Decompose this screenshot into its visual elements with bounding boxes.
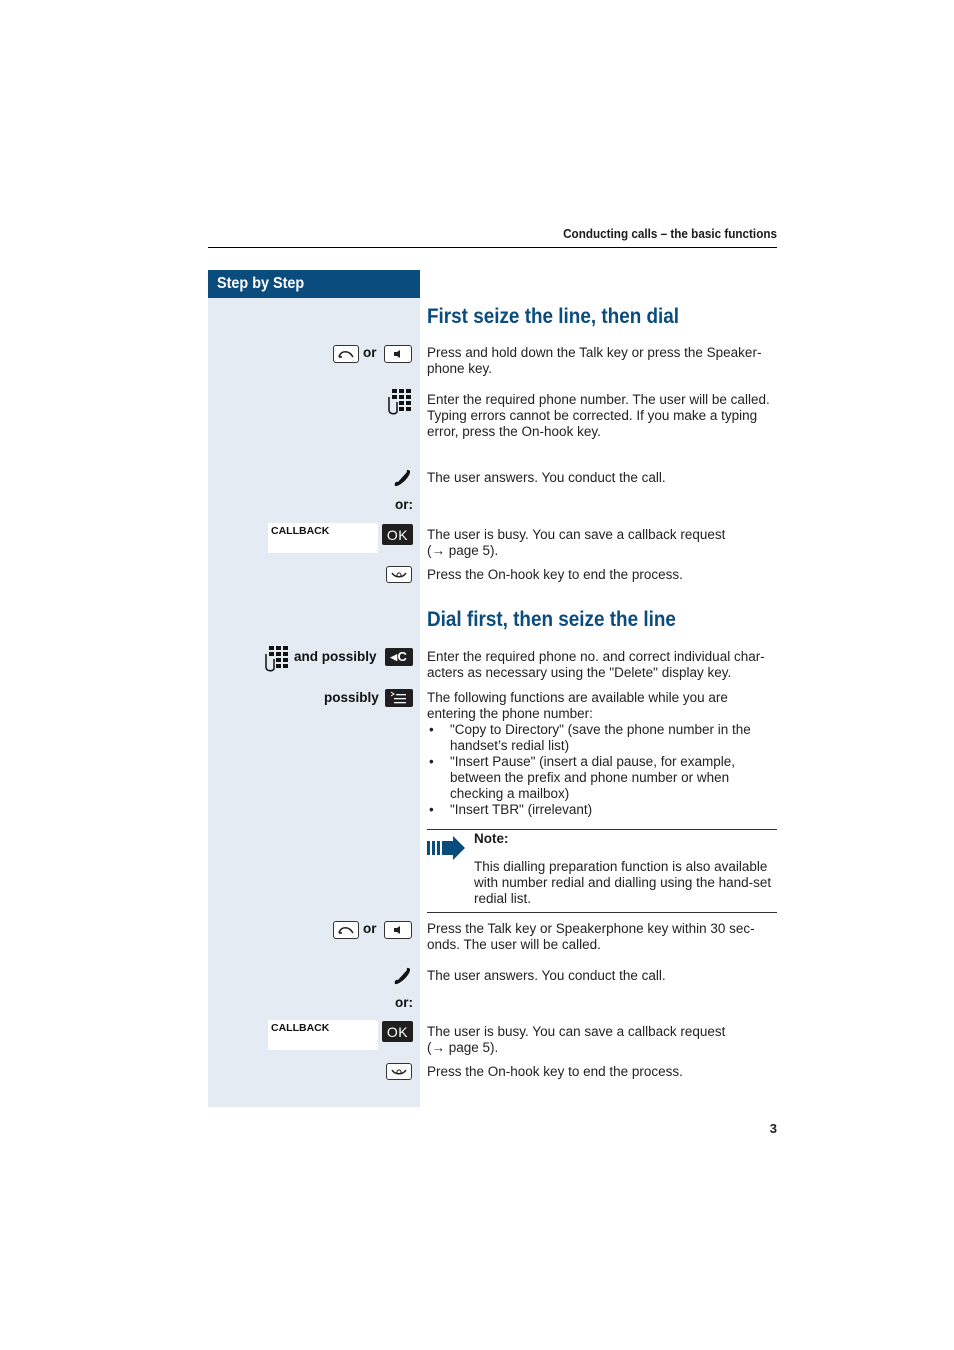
callback-label: CALLBACK: [271, 1022, 330, 1034]
keypad-icon: [263, 645, 289, 673]
handset-icon: [392, 468, 412, 488]
list-item: • "Copy to Directory" (save the phone number in the handset’s redial list): [427, 722, 777, 754]
functions-intro: The following functions are available while you are entering the phone number:: [427, 690, 728, 721]
busy-callback-text: The user is busy. You can save a callback request (→ page 5).: [427, 1024, 726, 1055]
or-label: or: [363, 921, 377, 936]
on-hook-instruction: Press the On-hook key to end the process.: [427, 567, 683, 582]
on-hook-key-icon: [386, 1063, 412, 1080]
or-separator: or:: [395, 497, 413, 512]
note-text: This dialling preparation function is also available with number redial and dialling using the hand-set redial list.: [474, 859, 772, 906]
and-possibly-label: and possibly: [294, 649, 377, 664]
on-hook-key-icon: [386, 566, 412, 583]
or-label: or: [363, 345, 377, 360]
speakerphone-key-icon: [384, 345, 412, 363]
possibly-label: possibly: [324, 690, 379, 705]
user-answers-text: The user answers. You conduct the call.: [427, 968, 666, 983]
ok-key: OK: [382, 524, 413, 545]
talk-key-instruction: Press and hold down the Talk key or press the Speaker-phone key.: [427, 345, 762, 376]
enter-correct-instruction: Enter the required phone no. and correct individual char-acters as necessary using the "Delete" display key.: [427, 649, 765, 680]
delete-key-icon: ◂C: [385, 648, 413, 666]
note-top-rule: [427, 829, 777, 830]
callback-display: [268, 1020, 378, 1050]
callback-display: [268, 523, 378, 553]
ok-key: OK: [382, 1021, 413, 1042]
note-title: Note:: [474, 831, 509, 846]
section-heading-dial-then-seize: Dial first, then seize the line: [427, 608, 676, 631]
handset-icon: [392, 966, 412, 986]
header-rule: [208, 247, 777, 248]
talk-within-30s-instruction: Press the Talk key or Speakerphone key within 30 sec-onds. The user will be called.: [427, 921, 755, 952]
step-by-step-banner: [208, 270, 420, 298]
note-arrow-icon: [427, 836, 465, 860]
busy-callback-text: The user is busy. You can save a callback request (→ page 5).: [427, 527, 726, 558]
user-answers-text: The user answers. You conduct the call.: [427, 470, 666, 485]
keypad-icon: [386, 388, 412, 416]
note-bottom-rule: [427, 912, 777, 913]
talk-key-icon: [333, 921, 359, 939]
enter-number-instruction: Enter the required phone number. The user will be called. Typing errors cannot be corrected. If you make a typing error, press the On-hook key.: [427, 392, 770, 439]
page-number: 3: [769, 1121, 777, 1136]
running-header: Conducting calls – the basic functions: [563, 226, 777, 241]
list-item: • "Insert Pause" (insert a dial pause, for example, between the prefix and phone number or when checking a mailbox): [427, 754, 777, 802]
functions-list: [427, 690, 777, 818]
section-heading-seize-then-dial: First seize the line, then dial: [427, 305, 680, 328]
speakerphone-key-icon: [384, 921, 412, 939]
callback-label: CALLBACK: [271, 525, 330, 537]
menu-key-icon: [385, 689, 413, 707]
or-separator: or:: [395, 995, 413, 1010]
talk-key-icon: [333, 345, 359, 363]
step-by-step-title: Step by Step: [217, 275, 305, 292]
list-item: • "Insert TBR" (irrelevant): [427, 802, 777, 818]
on-hook-instruction: Press the On-hook key to end the process.: [427, 1064, 683, 1079]
